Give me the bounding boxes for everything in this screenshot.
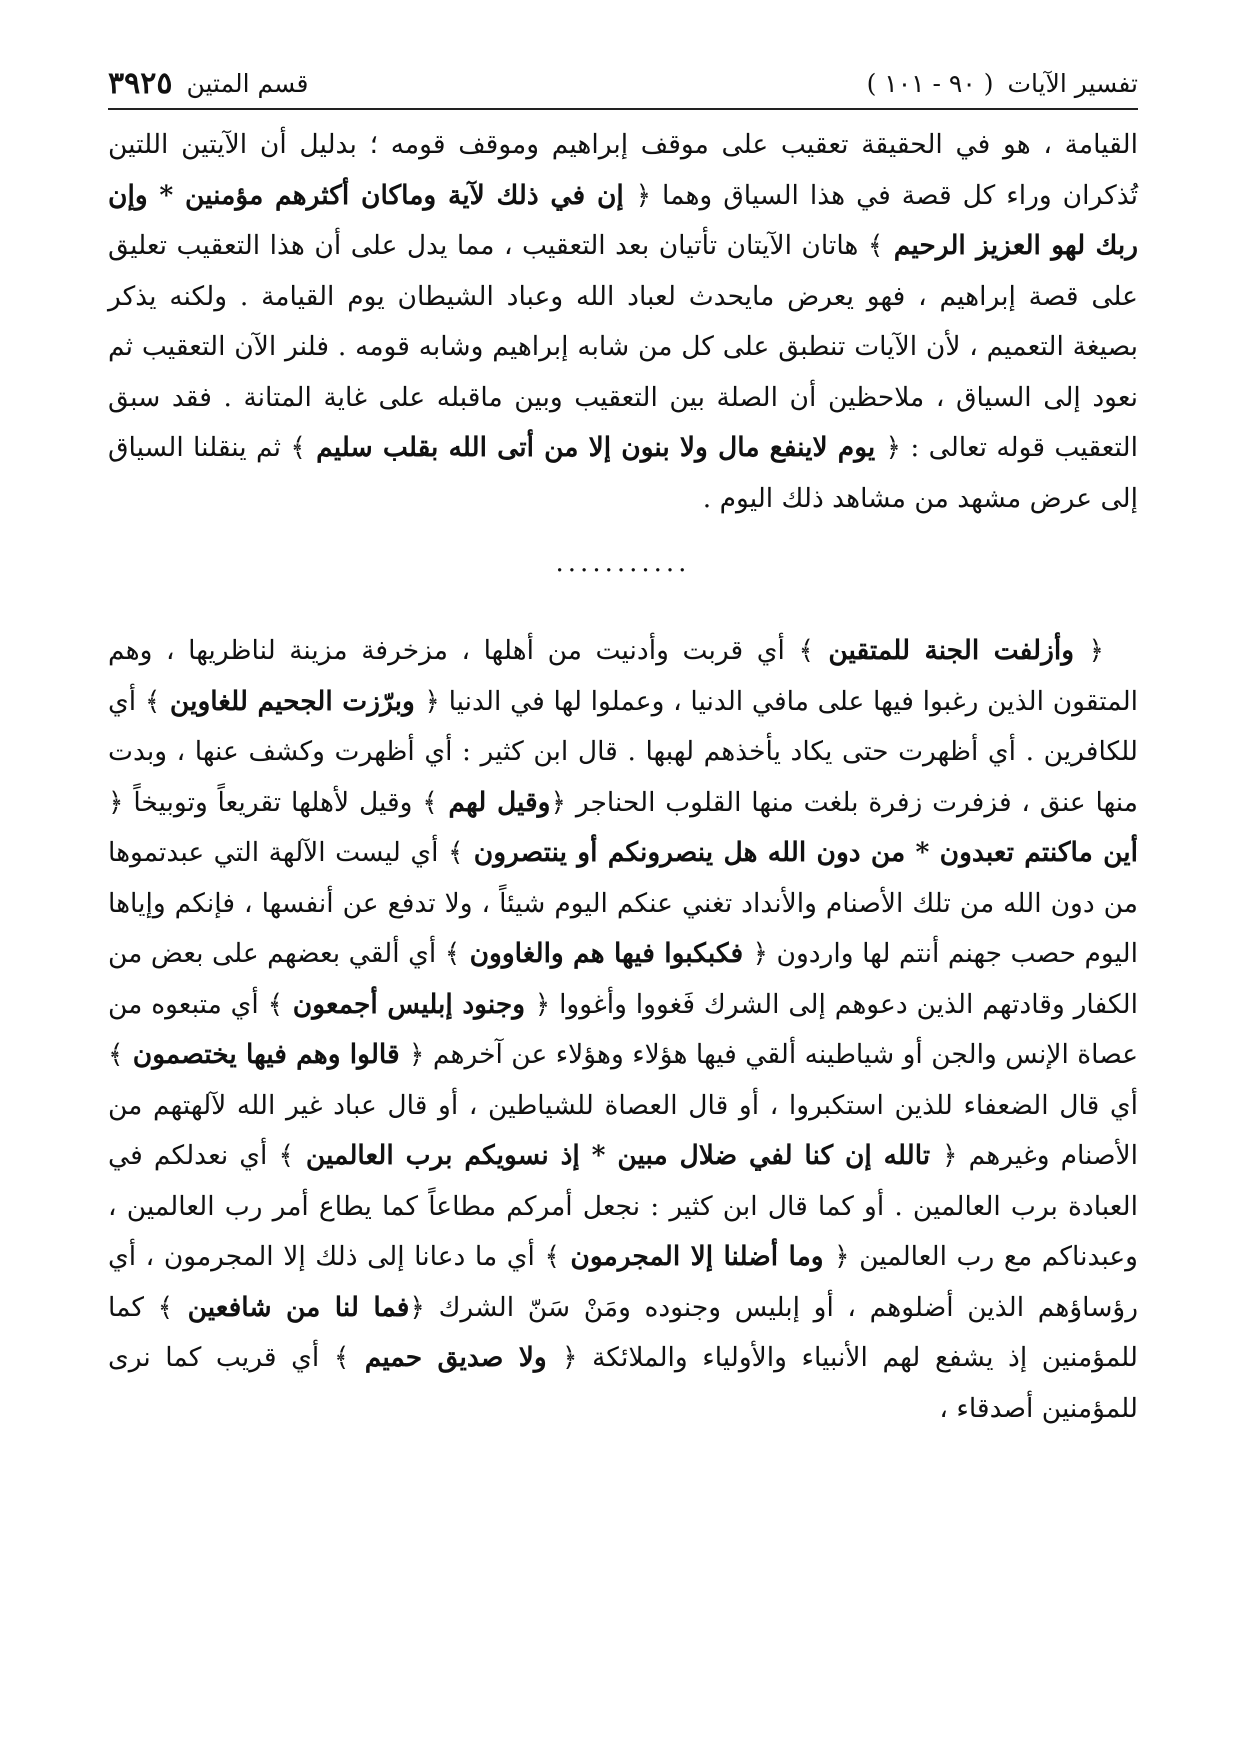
running-header xyxy=(108,58,1138,110)
header-title: تفسير الآيات xyxy=(1007,68,1138,98)
verse-text: ولا صديق حميم xyxy=(364,1342,547,1373)
commentary-paragraph-1 xyxy=(108,120,1138,524)
verse-close-bracket: ﴾ xyxy=(157,1291,174,1323)
quran-verse xyxy=(290,432,901,463)
text-run: أي قال الضعفاء للذين استكبروا ، أو قال العصاة للشياطين ، أو قال عباد غير الله لآلهتهم من الأصنام وغيرهم xyxy=(108,1089,1139,1171)
verse-open-bracket: ﴿ xyxy=(409,1291,425,1323)
header-verse-range: ( ٩٠ - ١٠١ ) xyxy=(866,68,994,98)
verse-open-bracket: ﴿ xyxy=(834,1241,850,1272)
verse-close-bracket: ﴾ xyxy=(867,230,884,261)
verse-text: وما أضلنا إلا المجرمون xyxy=(570,1241,824,1272)
verse-text: وجنود إبليس أجمعون xyxy=(292,988,526,1020)
quran-verse xyxy=(334,1342,578,1373)
verse-open-bracket: ﴿ xyxy=(550,786,567,818)
header-section-info xyxy=(108,66,308,101)
verse-close-bracket: ﴾ xyxy=(447,837,464,868)
verse-close-bracket: ﴾ xyxy=(544,1241,560,1272)
verse-close-bracket: ﴾ xyxy=(267,988,284,1020)
verse-close-bracket: ﴾ xyxy=(422,786,438,818)
page-number: ٣٩٢٥ xyxy=(108,65,173,101)
quran-verse xyxy=(798,635,1104,666)
verse-open-bracket: ﴿ xyxy=(635,179,652,211)
header-chapter-info xyxy=(867,69,1138,98)
verse-text: يوم لاينفع مال ولا بنون إلا من أتى الله بقلب سليم xyxy=(316,432,876,463)
verse-text: تالله إن كنا لفي ضلال مبين * إذ نسويكم برب العالمين xyxy=(305,1140,931,1171)
verse-open-bracket: ﴿ xyxy=(108,786,124,818)
verse-close-bracket: ﴾ xyxy=(333,1342,350,1373)
verse-text: وقيل لهم xyxy=(448,786,551,818)
verse-text: وبرّزت الجحيم للغاوين xyxy=(169,685,415,717)
text-run: كما للمؤمنين إذ يشفع لهم الأنبياء والأولياء والملائكة xyxy=(108,1291,1138,1373)
verse-text: وأزلفت الجنة للمتقين xyxy=(828,635,1075,666)
quran-verse xyxy=(278,1140,957,1171)
verse-open-bracket: ﴿ xyxy=(752,938,769,969)
quran-verse xyxy=(158,1292,425,1323)
verse-open-bracket: ﴿ xyxy=(942,1140,958,1171)
verse-text: أين ماكنتم تعبدون * من دون الله هل ينصرونكم أو ينتصرون xyxy=(473,837,1138,868)
quran-verse xyxy=(145,686,440,717)
verse-close-bracket: ﴾ xyxy=(278,1140,294,1171)
text-run: ثم ينقلنا السياق إلى عرض مشهد من مشاهد ذلك اليوم . xyxy=(108,432,1138,514)
text-run: أي نعدلكم في العبادة برب العالمين . أو كما قال ابن كثير : نجعل أمركم مطاعاً كما يطاع أمر رب العالمين ، وعبدناكم مع رب العالمين xyxy=(108,1140,1138,1272)
quran-verse xyxy=(108,1039,424,1070)
verse-open-bracket: ﴿ xyxy=(885,432,901,463)
text-run: أي ليست الآلهة التي عبدتموها من دون الله من تلك الأصنام والأنداد تغني عنكم اليوم شيئاً ، ولا تدفع عن أنفسها ، فإنكم وإياها اليوم حصب جهنم أنتم لها واردون xyxy=(108,837,1138,969)
text-run: وقيل لأهلها تقريعاً وتوبيخاً xyxy=(123,786,423,818)
text-run: أي متبعوه من عصاة الإنس والجن أو شياطينه ألقي فيها هؤلاء وهؤلاء عن آخرهم xyxy=(108,988,1139,1070)
text-run: أي قربت وأدنيت من أهلها ، مزخرفة مزينة لناظريها ، وهم المتقون الذين رغبوا فيها على مافي الدنيا ، وعملوا لها في الدنيا xyxy=(108,635,1139,717)
header-section-name: قسم المتين xyxy=(186,68,309,98)
verse-close-bracket: ﴾ xyxy=(144,685,161,717)
text-run: القيامة ، هو في الحقيقة تعقيب على موقف إبراهيم وموقف قومه ؛ بدليل أن الآيتين اللتين تُذكران وراء كل قصة في هذا السياق وهما xyxy=(108,129,1138,211)
verse-open-bracket: ﴿ xyxy=(534,988,551,1020)
verse-close-bracket: ﴾ xyxy=(798,635,814,666)
book-page xyxy=(108,58,1138,1698)
quran-verse xyxy=(422,787,566,818)
commentary-paragraph-2 xyxy=(108,626,1138,1434)
verse-close-bracket: ﴾ xyxy=(290,432,306,463)
verse-close-bracket: ﴾ xyxy=(108,1039,124,1070)
text-run: أي قريب كما نرى للمؤمنين أصدقاء ، xyxy=(108,1342,1138,1424)
section-separator: ........... xyxy=(555,548,691,578)
verse-open-bracket: ﴿ xyxy=(408,1039,425,1070)
verse-open-bracket: ﴿ xyxy=(1088,635,1104,666)
quran-verse xyxy=(268,989,551,1020)
verse-text: فما لنا من شافعين xyxy=(187,1291,410,1323)
text-run: أي ألقي بعضهم على بعض من الكفار وقادتهم الذين دعوهم إلى الشرك فَغووا وأغووا xyxy=(108,938,1138,1020)
verse-text: إن في ذلك لآية وماكان أكثرهم مؤمنين * وإن ربك لهو العزيز الرحيم xyxy=(108,179,1138,261)
verse-text: قالوا وهم فيها يختصمون xyxy=(132,1039,400,1070)
text-run: أي للكافرين . أي أظهرت حتى يكاد يأخذهم لهبها . قال ابن كثير : أي أظهرت وكشف عنها ، وبدت منها عنق ، فزفرت زفرة بلغت منها القلوب الحناجر xyxy=(108,685,1138,818)
text-run: أي ما دعانا إلى ذلك إلا المجرمون ، أي رؤساؤهم الذين أضلوهم ، أو إبليس وجنوده ومَنْ سَنّ الشرك xyxy=(108,1241,1138,1323)
verse-open-bracket: ﴿ xyxy=(424,685,440,717)
verse-text: فكبكبوا فيها هم والغاوون xyxy=(469,938,744,969)
quran-verse xyxy=(544,1241,849,1272)
verse-close-bracket: ﴾ xyxy=(444,938,461,969)
quran-verse xyxy=(445,938,768,969)
text-run: هاتان الآيتان تأتيان بعد التعقيب ، مما يدل على أن هذا التعقيب تعليق على قصة إبراهيم ، فهو يعرض مايحدث لعباد الله وعباد الشيطان يوم القيامة . ولكنه يذكر بصيغة التعميم ، لأن الآيات تنطبق على كل من شابه إبراهيم وشابه قومه . فلنر الآن التعقيب ثم نعود إلى السياق ، ملاحظين أن الصلة بين التعقيب وبين ماقبله على غاية المتانة . فقد سبق التعقيب قوله تعالى : xyxy=(108,230,1138,463)
verse-open-bracket: ﴿ xyxy=(562,1342,578,1373)
